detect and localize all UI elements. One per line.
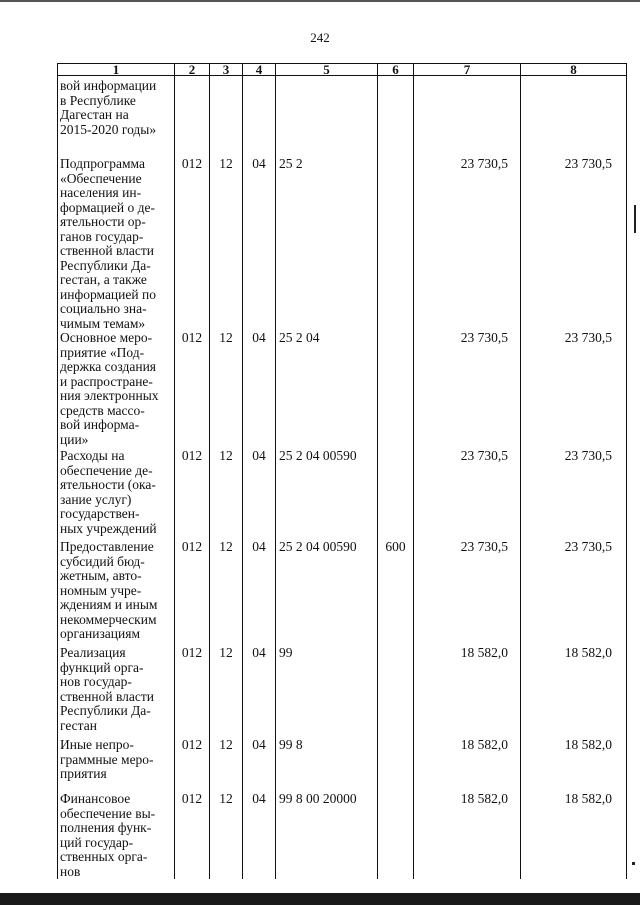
cell-col5: 25 2 04	[276, 331, 378, 449]
cell-col3: 12	[210, 157, 243, 331]
cell-col5: 25 2 04 00590	[276, 449, 378, 540]
column-header-5: 5	[276, 64, 378, 76]
scan-speck	[632, 862, 635, 865]
cell-col6	[378, 646, 414, 738]
row-description-text: Основное меро- приятие «Под- держка создания и распростране- ния электронных средств массо- вой информа- ции»	[60, 330, 159, 447]
table-row	[58, 646, 627, 738]
cell-col2: 012	[175, 792, 210, 879]
cell-col8: 18 582,0	[521, 646, 627, 738]
row-description	[58, 76, 175, 158]
cell-col2: 012	[175, 540, 210, 646]
table-row	[58, 76, 627, 158]
cell-col2: 012	[175, 449, 210, 540]
cell-col4: 04	[243, 449, 276, 540]
cell-col6	[378, 157, 414, 331]
cell-col3	[210, 76, 243, 158]
cell-col5: 25 2 04 00590	[276, 540, 378, 646]
row-description	[58, 157, 175, 331]
cell-col4: 04	[243, 792, 276, 879]
cell-col5: 99 8 00 20000	[276, 792, 378, 879]
cell-col5: 99 8	[276, 738, 378, 792]
cell-col7: 23 730,5	[414, 331, 521, 449]
column-header-7: 7	[414, 64, 521, 76]
row-description-text: Реализация функций орга- нов государ- ственной власти Республики Да- гестан	[60, 645, 155, 733]
cell-col8: 23 730,5	[521, 540, 627, 646]
scan-edge-mark	[634, 205, 636, 233]
cell-col7: 18 582,0	[414, 738, 521, 792]
cell-col4: 04	[243, 646, 276, 738]
cell-col8: 18 582,0	[521, 792, 627, 879]
cell-col6	[378, 76, 414, 158]
column-header-4: 4	[243, 64, 276, 76]
cell-col8: 18 582,0	[521, 738, 627, 792]
scan-bottom-edge	[0, 893, 640, 905]
table-row	[58, 738, 627, 792]
cell-col7: 23 730,5	[414, 449, 521, 540]
cell-col2: 012	[175, 738, 210, 792]
row-description-text: Иные непро- граммные меро- приятия	[60, 737, 154, 781]
cell-col7: 18 582,0	[414, 646, 521, 738]
table-row	[58, 157, 627, 331]
cell-col2: 012	[175, 646, 210, 738]
row-description-text: Подпрограмма «Обеспечение населения ин- формацией о де- ятельности ор- ганов государ- ственной власти Республики Да- гестан, а также информацией по социально зна- чимым темам»	[60, 156, 156, 331]
cell-col6	[378, 449, 414, 540]
cell-col5	[276, 76, 378, 158]
row-description	[58, 331, 175, 449]
table-row	[58, 792, 627, 879]
column-header-6: 6	[378, 64, 414, 76]
cell-col7: 23 730,5	[414, 157, 521, 331]
column-header-2: 2	[175, 64, 210, 76]
cell-col7: 23 730,5	[414, 540, 521, 646]
cell-col8: 23 730,5	[521, 449, 627, 540]
column-header-8: 8	[521, 64, 627, 76]
table-row	[58, 331, 627, 449]
cell-col7: 18 582,0	[414, 792, 521, 879]
table-header-row	[58, 64, 627, 76]
row-description-text: Расходы на обеспечение де- ятельности (ока- зание услуг) государствен- ных учреждений	[60, 448, 157, 536]
cell-col5: 25 2	[276, 157, 378, 331]
row-description	[58, 540, 175, 646]
cell-col2: 012	[175, 331, 210, 449]
cell-col4: 04	[243, 540, 276, 646]
row-description-text: Финансовое обеспечение вы- полнения функ- ций государ- ственных орга- нов	[60, 791, 156, 879]
cell-col3: 12	[210, 792, 243, 879]
cell-col3: 12	[210, 646, 243, 738]
cell-col5: 99	[276, 646, 378, 738]
cell-col2	[175, 76, 210, 158]
page-number: 242	[310, 30, 330, 45]
column-header-3: 3	[210, 64, 243, 76]
row-description	[58, 792, 175, 879]
cell-col3: 12	[210, 331, 243, 449]
row-description	[58, 449, 175, 540]
cell-col6	[378, 738, 414, 792]
cell-col6	[378, 792, 414, 879]
row-description-text: Предоставление субсидий бюд- жетным, авто- номным учре- ждениям и иным некоммерческим организациям	[60, 539, 158, 641]
cell-col8: 23 730,5	[521, 331, 627, 449]
table-row	[58, 540, 627, 646]
row-description	[58, 646, 175, 738]
row-description	[58, 738, 175, 792]
cell-col8: 23 730,5	[521, 157, 627, 331]
scan-top-edge	[0, 0, 640, 2]
cell-col7	[414, 76, 521, 158]
column-header-1: 1	[58, 64, 175, 76]
cell-col3: 12	[210, 540, 243, 646]
cell-col4: 04	[243, 157, 276, 331]
cell-col6: 600	[378, 540, 414, 646]
cell-col3: 12	[210, 738, 243, 792]
cell-col4: 04	[243, 331, 276, 449]
table-row	[58, 449, 627, 540]
cell-col6	[378, 331, 414, 449]
cell-col8	[521, 76, 627, 158]
cell-col3: 12	[210, 449, 243, 540]
cell-col4	[243, 76, 276, 158]
cell-col2: 012	[175, 157, 210, 331]
budget-table	[57, 63, 627, 879]
row-description-text: вой информации в Республике Дагестан на 2015-2020 годы»	[60, 78, 157, 137]
cell-col4: 04	[243, 738, 276, 792]
